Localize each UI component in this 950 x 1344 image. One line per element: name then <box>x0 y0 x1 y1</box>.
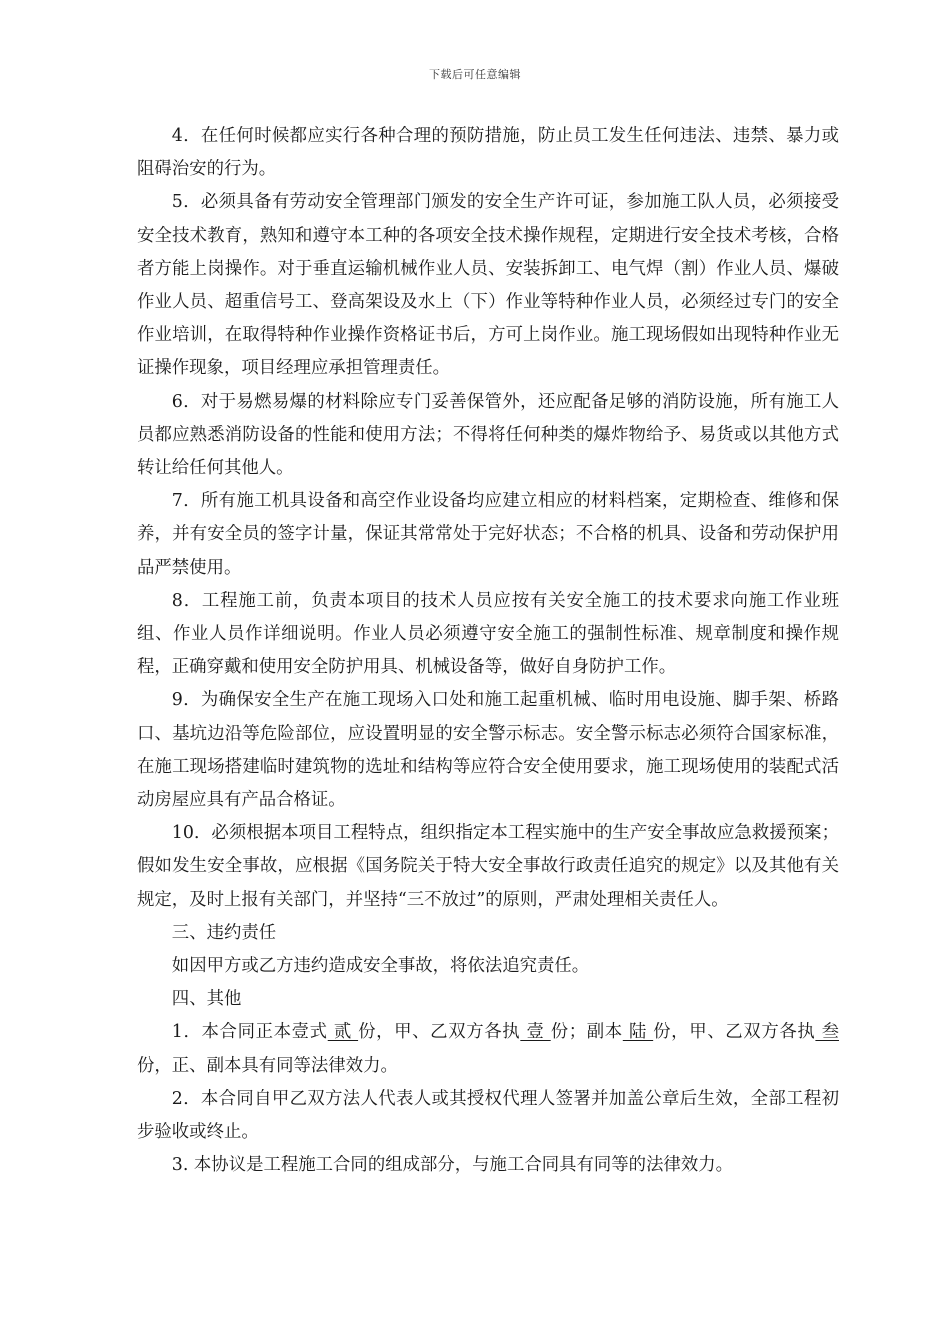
copies-clause-text-2: 份，甲、乙双方各执 <box>358 1022 521 1043</box>
clause-5-paragraph: 5．必须具备有劳动安全管理部门颁发的安全生产许可证，参加施工队人员，必须接受安全技术教育，熟知和遵守本工种的各项安全技术操作规程，定期进行安全技术考核，合格者方能上岗操作。对于垂直运输机械作业人员、安装拆卸工、电气焊（割）作业人员、爆破作业人员、超重信号工、登高架设及水上（下）作业等特种作业人员，必须经过专门的安全作业培训，在取得特种作业操作资格证书后，方可上岗作业。施工现场假如出现特种作业无证操作现象，项目经理应承担管理责任。 <box>137 192 839 379</box>
copies-clause-text-3: 份；副本 <box>550 1022 623 1043</box>
copies-clause-text-5: 份，正、副本具有同等法律效力。 <box>137 1055 398 1076</box>
breach-liability-paragraph: 如因甲方或乙方违约造成安全事故，将依法追究责任。 <box>171 956 590 977</box>
clause-4-paragraph: 4．在任何时候都应实行各种合理的预防措施，防止员工发生任何违法、违禁、暴力或阻碍治安的行为。 <box>137 126 839 180</box>
section-heading-breach-liability: 三、违约责任 <box>171 922 277 943</box>
copy-count-value: 陆 <box>622 1022 654 1043</box>
original-count-value: 贰 <box>327 1022 359 1043</box>
copies-clause-paragraph <box>137 1016 839 1082</box>
copies-clause-text-1: 1．本合同正本壹式 <box>171 1022 328 1043</box>
copies-clause-text-4: 份，甲、乙双方各执 <box>653 1022 816 1043</box>
agreement-validity-paragraph: 3. 本协议是工程施工合同的组成部分，与施工合同具有同等的法律效力。 <box>171 1155 734 1176</box>
clause-6-paragraph: 6．对于易燃易爆的材料除应专门妥善保管外，还应配备足够的消防设施，所有施工人员都应熟悉消防设备的性能和使用方法；不得将任何种类的爆炸物给予、易货或以其他方式转让给任何其他人。 <box>137 391 839 479</box>
clause-9-paragraph: 9．为确保安全生产在施工现场入口处和施工起重机械、临时用电设施、脚手架、桥路口、基坑边沿等危险部位，应设置明显的安全警示标志。安全警示标志必须符合国家标准，在施工现场搭建临时建筑物的选址和结构等应符合安全使用要求，施工现场使用的装配式活动房屋应具有产品合格证。 <box>137 690 839 811</box>
clause-7-paragraph: 7．所有施工机具设备和高空作业设备均应建立相应的材料档案，定期检查、维修和保养，并有安全员的签字计量，保证其常常处于完好状态；不合格的机具、设备和劳动保护用品严禁使用。 <box>137 491 839 578</box>
original-each-value: 壹 <box>520 1022 551 1043</box>
page-header: 下载后可任意编辑 <box>429 68 521 81</box>
clause-10-paragraph: 10．必须根据本项目工程特点，组织指定本工程实施中的生产安全事故应急救援预案；假如发生安全事故，应根据《国务院关于特大安全事故行政责任追究的规定》以及其他有关规定，及时上报有关部门，并坚持“三不放过”的原则，严肃处理相关责任人。 <box>137 823 839 910</box>
effective-date-clause-paragraph: 2．本合同自甲乙双方法人代表人或其授权代理人签署并加盖公章后生效，全部工程初步验收或终止。 <box>137 1088 839 1143</box>
section-heading-other: 四、其他 <box>171 989 242 1010</box>
copy-each-value: 叁 <box>815 1022 839 1043</box>
clause-8-paragraph: 8．工程施工前，负责本项目的技术人员应按有关安全施工的技术要求向施工作业班组、作业人员作详细说明。作业人员必须遵守安全施工的强制性标准、规章制度和操作规程，正确穿戴和使用安全防护用具、机械设备等，做好自身防护工作。 <box>137 590 839 678</box>
document-body <box>137 120 839 1183</box>
